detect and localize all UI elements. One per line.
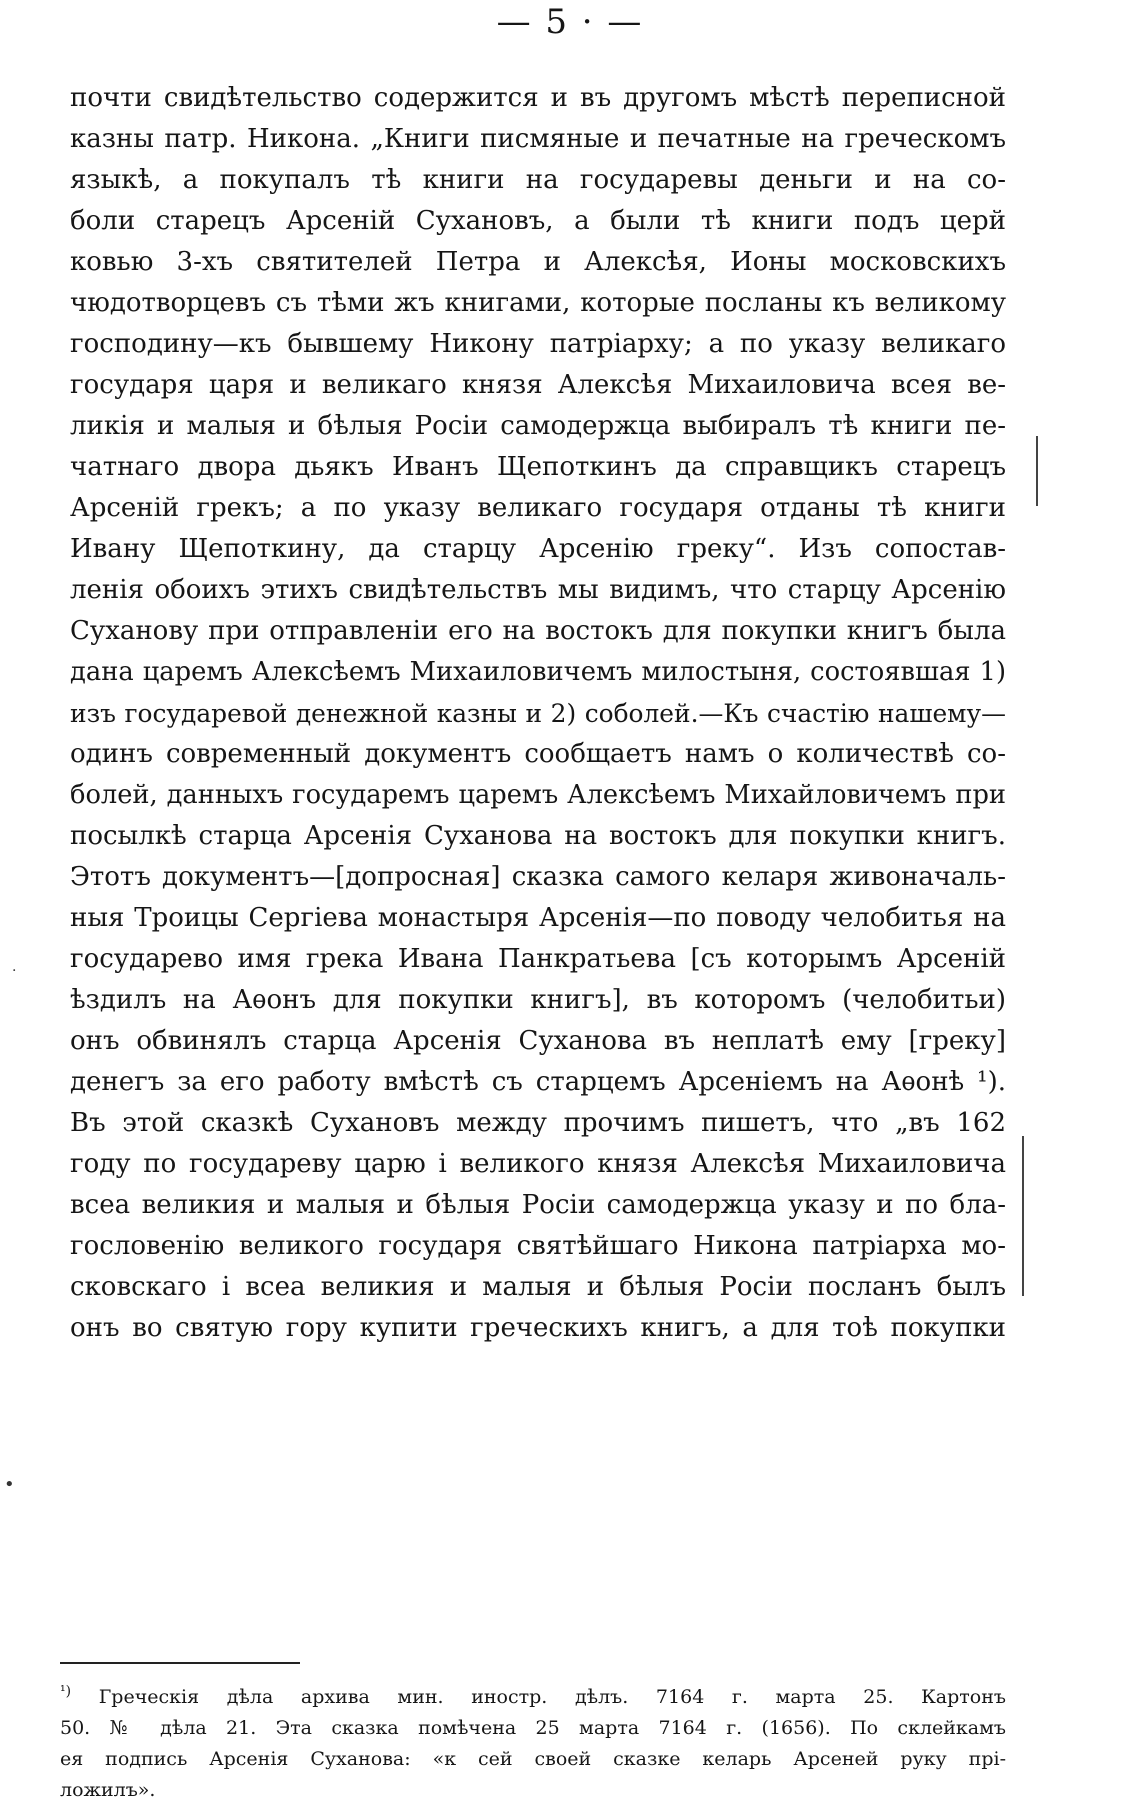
page-number: — 5 · — [496,2,644,42]
margin-bullet: · [12,963,17,979]
footnote-line: ея подпись Арсенія Суханова: «к сей своей сказке келарь Арсеней руку прі- [60,1748,1006,1770]
text-line: году по государеву царю і великого князя Алексѣя Михаиловича [70,1149,1006,1179]
text-line: ныя Троицы Сергіева монастыря Арсенія—по поводу челобитья на [70,903,1006,933]
text-line: ковью 3-хъ святителей Петра и Алексѣя, Ионы московскихъ [70,247,1006,277]
text-line: болей, данныхъ государемъ царемъ Алексѣемъ Михайловичемъ при [70,780,1006,810]
body-text [70,78,1006,1349]
text-line: чюдотворцевъ съ тѣми жъ книгами, которые посланы къ великому [70,288,1006,318]
text-line: государево имя грека Ивана Панкратьева [съ которымъ Арсеній [70,944,1006,974]
text-line: языкѣ, а покупалъ тѣ книги на государевы деньги и на со- [70,165,1006,195]
footnote-marker: ¹) [60,1683,72,1700]
text-line: Этотъ документъ—[допросная] сказка самого келаря живоначаль- [70,862,1006,892]
footnote-line: 50. № дѣла 21. Эта сказка помѣчена 25 марта 7164 г. (1656). По склейкамъ [60,1717,1006,1739]
text-line: сковскаго і всеа великия и малыя и бѣлыя Росіи посланъ былъ [70,1272,1006,1302]
text-line: онъ обвинялъ старца Арсенія Суханова въ неплатѣ ему [греку] [70,1026,1006,1056]
text-line: гословенію великого государя святѣйшаго Никона патріарха мо- [70,1231,1006,1261]
text-line: боли старецъ Арсеній Сухановъ, а были тѣ книги подъ церй [70,206,1006,236]
text-line: казны патр. Никона. „Книги писмяные и печатные на греческомъ [70,124,1006,154]
text-line: государя царя и великаго князя Алексѣя Михаиловича всея ве- [70,370,1006,400]
footnote-line [60,1682,1006,1713]
footnote-divider [60,1662,300,1664]
pencil-margin-mark [1036,436,1038,506]
text-line: почти свидѣтельство содержится и въ другомъ мѣстѣ переписной [70,83,1006,113]
text-line: Въ этой сказкѣ Сухановъ между прочимъ пишетъ, что „въ 162 [70,1108,1006,1138]
footnote-line: ложилъ». [60,1779,156,1801]
text-line: дана царемъ Алексѣемъ Михаиловичемъ милостыня, состоявшая 1) [70,657,1006,687]
pencil-margin-mark [1022,1136,1024,1296]
text-line: онъ во святую гору купити греческихъ книгъ, а для тоѣ покупки [70,1313,1006,1343]
text-line: одинъ современный документъ сообщаетъ намъ о количествѣ со- [70,739,1006,769]
text-line: господину—къ бывшему Никону патріарху; а по указу великаго [70,329,1006,359]
text-line: Арсеній грекъ; а по указу великаго государя отданы тѣ книги [70,493,1006,523]
text-line: Ивану Щепоткину, да старцу Арсенію греку“. Изъ сопостав- [70,534,1006,564]
text-line: Суханову при отправленіи его на востокъ для покупки книгъ была [70,616,1006,646]
text-line: всеа великия и малыя и бѣлыя Росіи самодержца указу и по бла- [70,1190,1006,1220]
margin-bullet: • [4,1474,15,1495]
text-line: посылкѣ старца Арсенія Суханова на востокъ для покупки книгъ. [70,821,1006,851]
text-line: денегъ за его работу вмѣстѣ съ старцемъ Арсеніемъ на Аѳонѣ ¹). [70,1067,1006,1097]
text-line: ликія и малыя и бѣлыя Росіи самодержца выбиралъ тѣ книги пе- [70,411,1006,441]
text-line: чатнаго двора дьякъ Иванъ Щепоткинъ да справщикъ старецъ [70,452,1006,482]
footnote-text: Греческія дѣла архива мин. иностр. дѣлъ. 7164 г. марта 25. Картонъ [98,1686,1007,1708]
text-line: ленія обоихъ этихъ свидѣтельствъ мы видимъ, что старцу Арсенію [70,575,1006,605]
text-line: ѣздилъ на Аѳонъ для покупки книгъ], въ которомъ (челобитьи) [70,985,1006,1015]
text-line: изъ государевой денежной казны и 2) соболей.—Къ счастію нашему— [70,699,1006,728]
footnote [60,1682,1006,1806]
